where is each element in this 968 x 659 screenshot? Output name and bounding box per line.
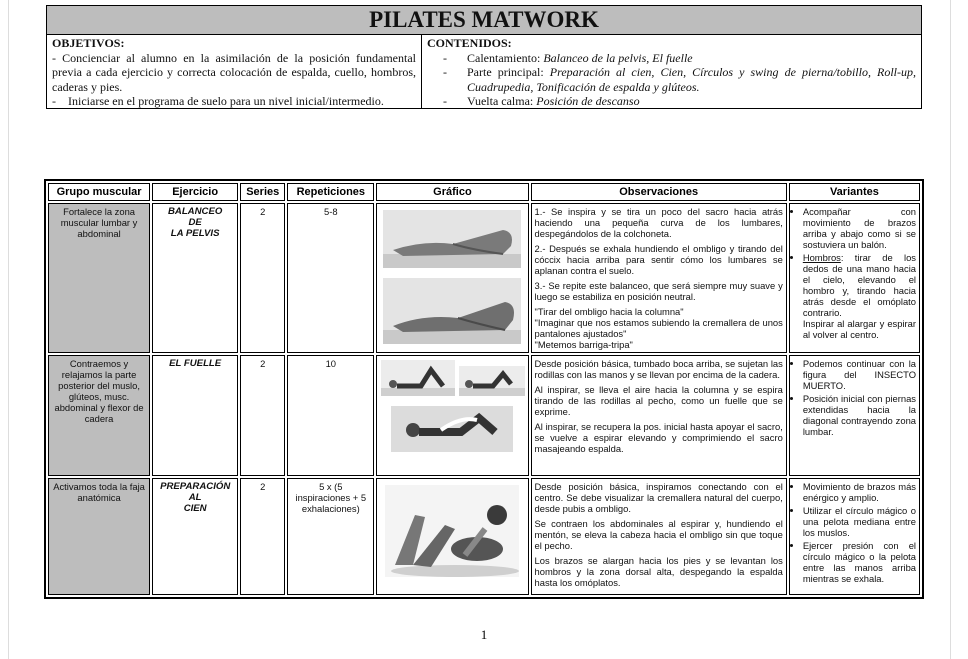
column-header: Series [240,183,285,201]
column-header: Grupo muscular [48,183,150,201]
variante-item: • Posición inicial con piernas extendidas hacia la diagonal contrayendo zona lumbar. [803,393,916,437]
column-header: Observaciones [531,183,787,201]
series-cell: 2 [240,478,285,595]
variante-item: • Ejercer presión con el círculo mágico o la pelota entre las manos arriba mientras se exhala. [803,540,916,584]
grupo-muscular-cell: Contraemos y relajamos la parte posterior del muslo, glúteos, musc. abdominal y flexor de cadera [48,355,150,475]
contenido-item: - Calentamiento: Balanceo de la pelvis, El fuelle [443,50,693,65]
photo-bellows-3-icon [391,406,513,452]
ejercicio-cell: PREPARACIÓN AL CIEN [152,478,238,595]
observaciones-cell: Desde posición básica, inspiramos conectando con el centro. Se debe visualizar la cremallera natural del cuerpo, desde pubis a ombligo. Se contraen los abdominales al espirar y, hundiendo el mentón, se eleva la cabeza hacia el ombligo sin que toque el pecho. Los brazos se alargan hacia los pies y se levantan los hombros y la zona dorsal alta, despegando la espalda hasta los omóplatos. [531,478,787,595]
page-margin-line-right [950,0,951,659]
page-title: PILATES MATWORK [47,6,921,35]
contenidos-section [422,35,921,108]
observaciones-cell: Desde posición básica, tumbado boca arriba, se sujetan las rodillas con las manos y se llevan por encima de la cadera. Al inspirar, se lleva el aire hacia la columna y se espira tirando de las rodillas al pecho, como un fuelle que se exprime. Al inspirar, se recupera la pos. inicial hasta apoyar el sacro, se vuelve a espirar elevando y comprimiendo el sacro masajeando espalda. [531,355,787,475]
header-box [46,5,922,109]
repeticiones-cell: 5-8 [287,203,374,353]
series-cell: 2 [240,203,285,353]
exercise-table [44,179,924,599]
variantes-cell [789,355,920,475]
photo-pelvic-tilt-2-icon [383,278,521,344]
repeticiones-cell: 5 x (5 inspiraciones + 5 exhalaciones) [287,478,374,595]
photo-pelvic-tilt-1-icon [383,210,521,268]
ejercicio-cell: EL FUELLE [152,355,238,475]
grupo-muscular-cell: Activamos toda la faja anatómica [48,478,150,595]
contenido-item: - Vuelta calma: Posición de descanso [443,94,640,108]
variante-item: • Hombros: tirar de los dedos de una mano hacia el cielo, elevando el hombro y, tirando hacia atrás desde el omóplato contrario. Inspirar al alargar y espirar al volver al centro. [803,252,916,340]
table-row [48,355,920,475]
page-margin-line [8,0,9,659]
page-number: 1 [480,627,488,642]
objetivos-label: OBJETIVOS: [52,36,125,50]
objetivo-item: - Concienciar al alumno en la asimilación de la posición fundamental previa a cada ejercicio y correcta colocación de espalda, cuello, hombros, caderas y pies. [52,50,416,94]
grupo-muscular-cell: Fortalece la zona muscular lumbar y abdominal [48,203,150,353]
repeticiones-cell: 10 [287,355,374,475]
column-header: Variantes [789,183,920,201]
grafico-cell [376,355,528,475]
grafico-cell [376,203,528,353]
column-header: Ejercicio [152,183,238,201]
variantes-cell [789,203,920,353]
table-row [48,478,920,595]
observaciones-cell: 1.- Se inspira y se tira un poco del sacro hacia atrás haciendo una pequeña curva de los lumbares, despegándolos de la colchoneta. 2.- Después se exhala hundiendo el ombligo y tirando del cóccix hacia arriba para sentir cómo los lumbares se aplanan contra el suelo. 3.- Se repite este balanceo, que será siempre muy suave y luego se estabiliza en posición neutral. "Tirar del ombligo hacia la columna" "Imaginar que nos estamos subiendo la cremallera de unos pantalones ajustados" "Metemos barriga-tripa" [531,203,787,353]
column-header: Repeticiones [287,183,374,201]
objetivos-section [47,35,422,108]
objetivo-item: - Iniciarse en el programa de suelo para un nivel inicial/intermedio. [52,94,384,108]
contenidos-label: CONTENIDOS: [427,36,512,50]
photo-bellows-2-icon [459,366,525,396]
column-header: Gráfico [376,183,528,201]
variante-item: • Acompañar con movimiento de brazos arriba y abajo como si se sostuviera un balón. [803,206,916,250]
series-cell: 2 [240,355,285,475]
table-row [48,203,920,353]
variante-item: • Movimiento de brazos más enérgico y amplio. [803,481,916,503]
variantes-cell [789,478,920,595]
contenido-item: - Parte principal: Preparación al cien, Cien, Círculos y swing de pierna/tobillo, Roll-up, Cuadrupedia, Tonificación de espalda y glúteos. [443,65,917,94]
variante-item: • Utilizar el círculo mágico o una pelota mediana entre los muslos. [803,505,916,538]
table-header-row [48,183,920,201]
grafico-cell [376,478,528,595]
ejercicio-cell: BALANCEO DE LA PELVIS [152,203,238,353]
variante-item: • Podemos continuar con la figura del INSECTO MUERTO. [803,358,916,391]
photo-hundred-prep-icon [385,485,519,577]
photo-bellows-1-icon [381,360,455,396]
